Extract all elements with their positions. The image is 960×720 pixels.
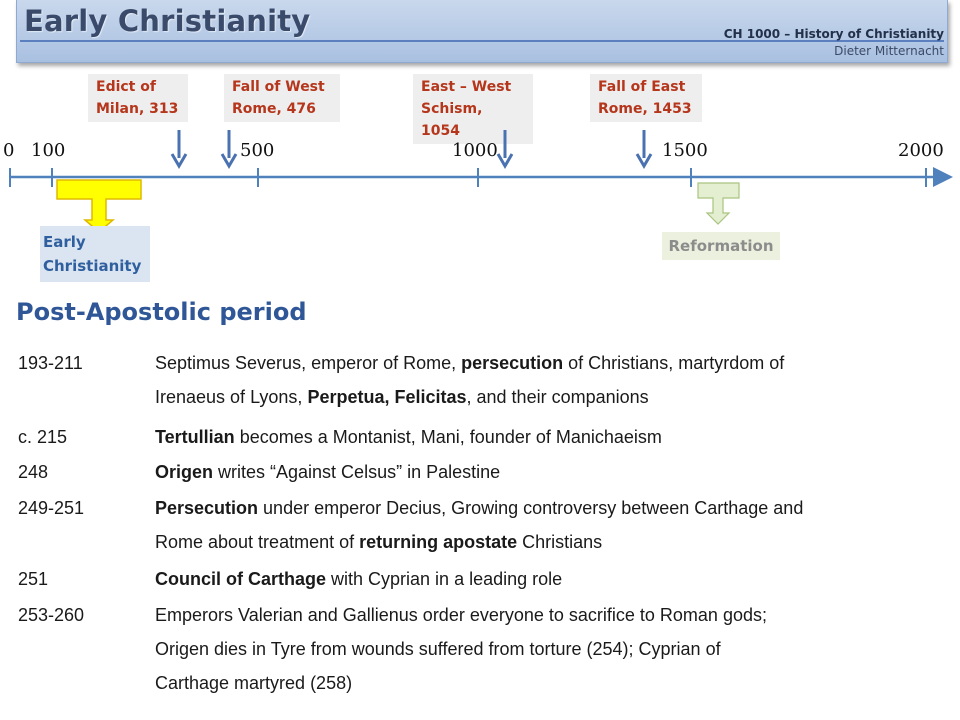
author-name: Dieter Mitternacht [834,44,944,58]
event-line: Milan, 313 [96,101,179,117]
period-line: Early [43,233,86,251]
emphasis-text: Persecution [155,498,259,518]
text-run: 253-260 [18,605,85,625]
entry-description [155,562,955,596]
description-line [155,380,955,414]
event-line: East – West [421,79,512,95]
description-line [155,455,955,489]
text-run: Rome about treatment of [155,532,360,552]
period-line: Christianity [43,257,142,275]
description-line [155,598,955,632]
reformation-period: Reformation [662,232,780,260]
entry-description [155,491,955,559]
event-line: Rome, 476 [232,101,316,117]
text-run: Christians [517,532,603,552]
text-run: Carthage martyred (258) [155,673,353,693]
text-run: writes “Against Celsus” in Palestine [213,462,501,482]
event-line: Fall of West [232,79,325,95]
emphasis-text: persecution [461,353,564,373]
year-label: 1000 [452,140,498,161]
entry-description [155,420,955,454]
event-line: Rome, 1453 [598,101,692,117]
text-run: 251 [18,569,49,589]
text-run: Septimus Severus, emperor of Rome, [155,353,462,373]
description-line [155,525,955,559]
emphasis-text: Tertullian [155,427,235,447]
event-arrow [498,130,512,166]
emphasis-text: Origen [155,462,214,482]
text-run: c. 215 [18,427,68,447]
emphasis-text: Perpetua, Felicitas [307,387,467,407]
text-run: Irenaeus of Lyons, [155,387,308,407]
course-name: CH 1000 – History of Christianity [723,27,944,41]
entry-description [155,598,955,700]
event-line: Schism, 1054 [421,101,483,139]
text-run: becomes a Montanist, Mani, founder of Manichaeism [234,427,662,447]
event-arrow [222,130,236,166]
entry-description [155,455,955,489]
text-run: Origen dies in Tyre from wounds suffered from torture (254); Cyprian of [155,639,721,659]
text-run: 248 [18,462,49,482]
event-line: Edict of [96,79,156,95]
text-run: under emperor Decius, Growing controversy between Carthage and [258,498,804,518]
entry-date [18,427,67,448]
entry-date [18,462,48,483]
reformation-arrow [698,183,739,224]
description-line [155,420,955,454]
year-label: 2000 [898,140,944,161]
text-run: of Christians, martyrdom of [563,353,785,373]
emphasis-text: returning apostate [359,532,518,552]
entry-date [18,353,83,374]
description-line [155,491,955,525]
year-label: 1500 [662,140,708,161]
emphasis-text: Council of Carthage [155,569,327,589]
text-run: Emperors Valerian and Gallienus order everyone to sacrifice to Roman gods; [155,605,767,625]
text-run: 249-251 [18,498,85,518]
early-christianity-period [40,226,150,282]
timeline-graphic [0,0,960,240]
description-line [155,346,955,380]
description-line [155,632,955,666]
year-label: 100 [31,140,66,161]
description-line [155,562,955,596]
year-label: 0 [3,140,15,161]
event-line: Fall of East [598,79,686,95]
text-run: 193-211 [18,353,83,373]
description-line [155,666,955,700]
entry-date [18,605,84,626]
year-label: 500 [240,140,275,161]
entry-date [18,569,48,590]
section-title: Post-Apostolic period [16,298,307,326]
text-run: , and their companions [466,387,649,407]
page-title: Early Christianity [24,4,311,38]
entry-date [18,498,84,519]
event-arrow [172,130,186,166]
entry-description [155,346,955,414]
text-run: with Cyprian in a leading role [326,569,563,589]
early-period-arrow [57,180,141,232]
event-arrow [637,130,651,166]
